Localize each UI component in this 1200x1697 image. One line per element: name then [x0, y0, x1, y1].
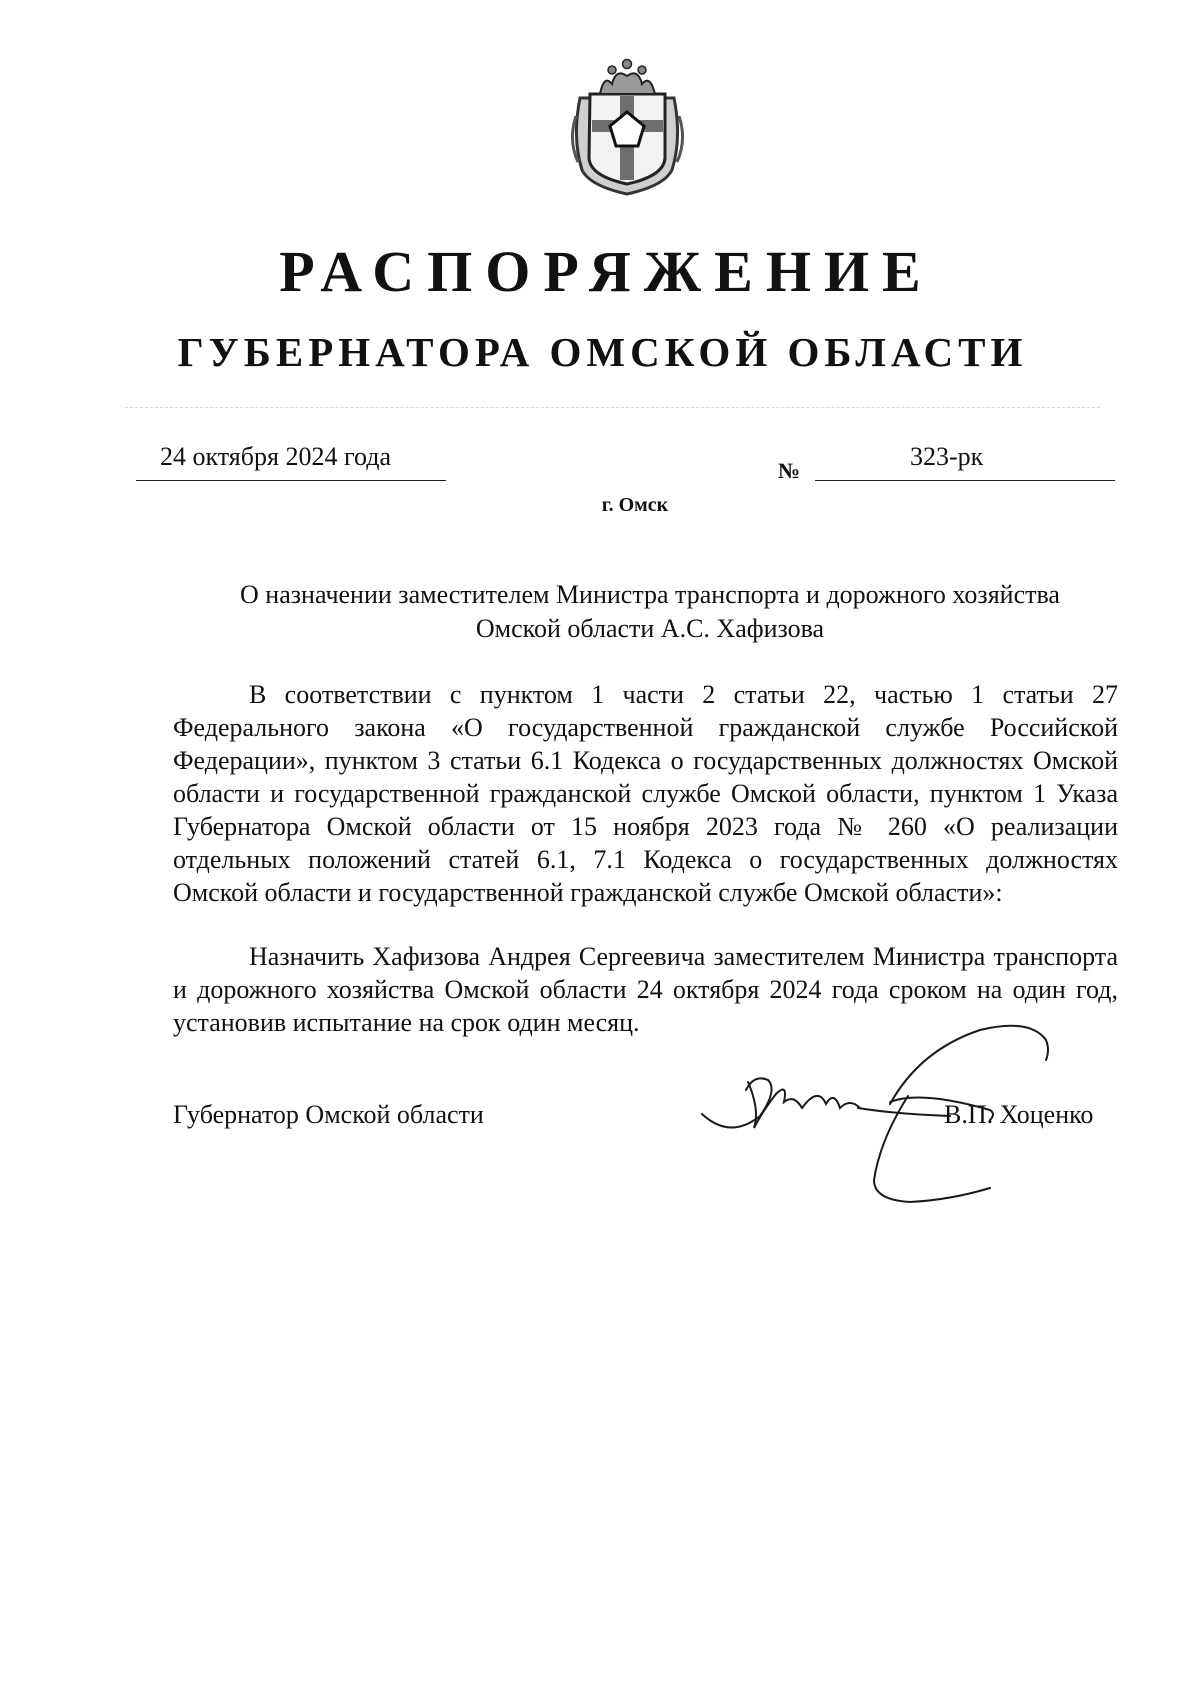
document-subtitle: ГУБЕРНАТОРА ОМСКОЙ ОБЛАСТИ — [177, 329, 1028, 375]
document-date: 24 октября 2024 года — [160, 442, 391, 471]
signature-icon — [690, 990, 1090, 1210]
signer-position: Губернатор Омской области — [173, 1100, 484, 1129]
document-number: 323-рк — [910, 442, 984, 471]
document-title: РАСПОРЯЖЕНИЕ — [279, 239, 934, 304]
number-sign: № — [778, 458, 801, 483]
document-subject: О назначении заместителем Министра транспорта и дорожного хозяйства Омской области А.С. Хафизова — [240, 580, 1060, 643]
signer-name: В.П. Хоценко — [944, 1100, 1094, 1129]
document-place: г. Омск — [601, 494, 669, 516]
body-paragraph-1: В соответствии с пунктом 1 части 2 статьи 22, частью 1 статьи 27 Федерального закона «О государственной гражданской службе Российской Федерации», пунктом 3 статьи 6.1 Кодекса о государственных должностях Омской области и государственной гражданской службе Омской области, пунктом 1 Указа Губернатора Омской области от 15 ноября 2023 года № 260 «О реализации отдельных положений статей 6.1, 7.1 Кодекса о государственных должностях Омской области и государственной гражданской службе Омской области»: — [173, 680, 1118, 907]
header-divider — [125, 407, 1100, 408]
body-paragraph-2: Назначить Хафизова Андрея Сергеевича заместителем Министра транспорта и дорожного хозяйства Омской области 24 октября 2024 года сроком на один год, установив испытание на срок один месяц. — [173, 942, 1118, 1037]
coat-of-arms-icon — [570, 58, 685, 198]
